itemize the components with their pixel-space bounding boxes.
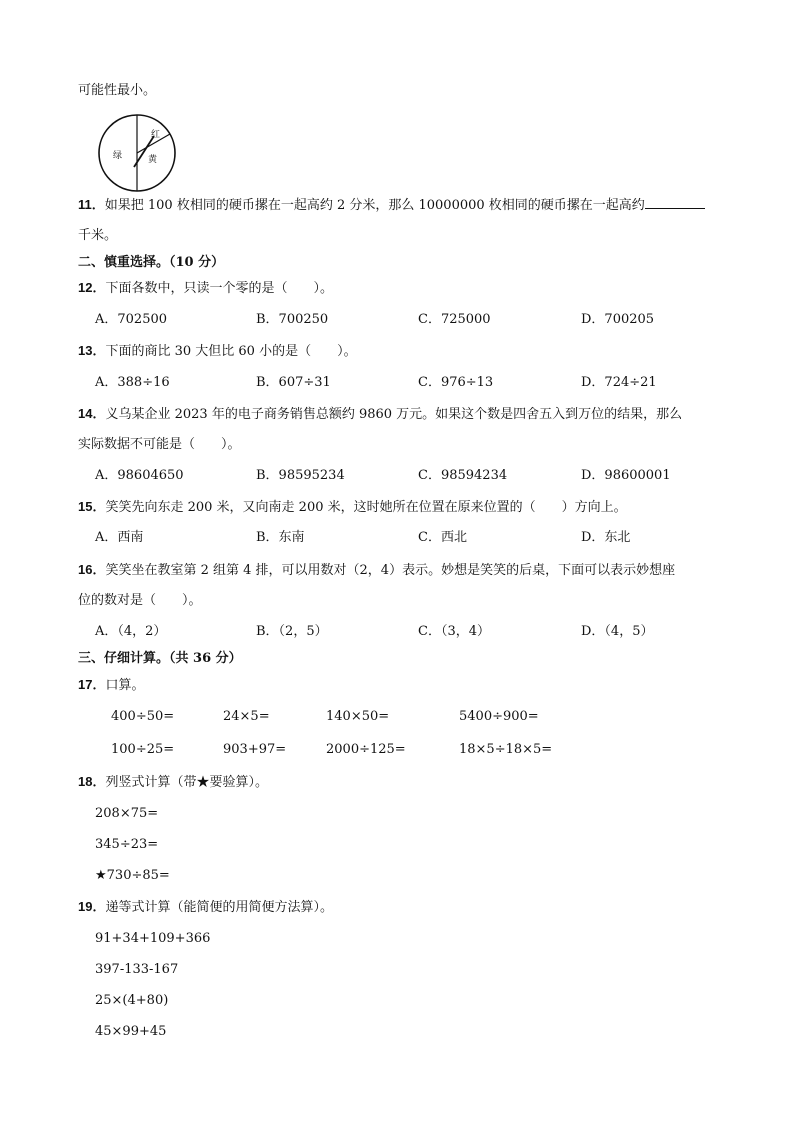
q17-item: 400÷50= [111,709,175,724]
q13-option-b[interactable]: B．607÷31 [256,375,331,390]
q13-question [78,342,357,361]
q15-option-b[interactable]: B．东南 [256,530,305,545]
question-number: 19． [78,899,106,914]
q12-option-c[interactable]: C．725000 [418,312,491,327]
q17-item: 5400÷900= [459,709,539,724]
question-text: 递等式计算（能简便的用简便方法算）。 [105,900,333,915]
q19-item: 45×99+45 [95,1024,167,1039]
q16-line1 [78,561,675,580]
q17-item: 2000÷125= [326,742,406,757]
question-number: 18． [78,774,106,789]
q13-option-a[interactable]: A．388÷16 [95,375,170,390]
q17-item: 18×5÷18×5= [459,742,553,757]
q15-option-c[interactable]: C．西北 [418,530,467,545]
q14-line2: 实际数据不可能是（ ）。 [78,437,241,452]
question-text: 如果把 100 枚相同的硬币摞在一起高约 2 分米，那么 10000000 枚相同的硬币摞在一起高约 [104,198,645,213]
q12-question [78,279,333,298]
q14-option-a[interactable]: A．98604650 [95,468,184,483]
q12-option-a[interactable]: A．702500 [95,312,168,327]
q12-option-b[interactable]: B．700250 [256,312,329,327]
question-number: 12． [78,280,106,295]
q17-item: 903+97= [223,742,287,757]
q12-option-d[interactable]: D．700205 [581,312,655,327]
q19-question [78,898,333,917]
question-text: 笑笑先向东走 200 米，又向南走 200 米，这时她所在位置在原来位置的（ ）方向上。 [105,500,627,515]
q16-option-a[interactable]: A．（4，2） [95,624,167,639]
q11-line2: 千米。 [78,228,118,243]
q16-option-d[interactable]: D．（4，5） [581,624,654,639]
q17-item: 140×50= [326,709,390,724]
q18-item: ★730÷85= [95,868,170,883]
q19-item: 397-133-167 [95,962,179,977]
spinner-label-red: 红 [151,130,161,140]
section-2-heading: 二、慎重选择。（10 分） [78,255,225,270]
q19-item: 91+34+109+366 [95,931,211,946]
q18-question [78,773,268,792]
q16-option-c[interactable]: C．（3，4） [418,624,490,639]
q15-question [78,498,627,517]
q17-item: 100÷25= [111,742,175,757]
question-number: 17． [78,677,106,692]
q18-item: 208×75= [95,806,159,821]
q18-item: 345÷23= [95,837,159,852]
section-3-heading: 三、仔细计算。（共 36 分） [78,651,242,666]
q17-question [78,676,144,695]
question-text: 下面的商比 30 大但比 60 小的是（ ）。 [105,344,357,359]
q17-item: 24×5= [223,709,270,724]
q19-item: 25×(4+80) [95,993,169,1008]
question-text: 笑笑坐在教室第 2 组第 4 排，可以用数对（2，4）表示。妙想是笑笑的后桌，下面可以表示妙想座 [105,563,676,578]
question-number: 11． [78,197,105,212]
question-number: 15． [78,499,106,514]
question-number: 16． [78,562,106,577]
q16-option-b[interactable]: B．（2，5） [256,624,328,639]
question-text: 口算。 [105,678,145,693]
answer-blank[interactable] [645,196,705,209]
q14-option-b[interactable]: B．98595234 [256,468,345,483]
q14-line1 [78,405,682,424]
spinner-label-yellow: 黄 [148,155,158,165]
spinner-figure [96,112,178,194]
q14-option-d[interactable]: D．98600001 [581,468,671,483]
q13-option-d[interactable]: D．724÷21 [581,375,657,390]
question-number: 13． [78,343,106,358]
spinner-label-green: 绿 [113,151,123,161]
q11-line1 [78,196,705,215]
question-number: 14． [78,406,106,421]
question-text: 下面各数中，只读一个零的是（ ）。 [105,281,333,296]
q13-option-c[interactable]: C．976÷13 [418,375,494,390]
question-text: 列竖式计算（带★要验算）。 [105,775,268,790]
q14-option-c[interactable]: C．98594234 [418,468,508,483]
q15-option-d[interactable]: D．东北 [581,530,631,545]
q16-line2: 位的数对是（ ）。 [78,593,202,608]
q15-option-a[interactable]: A．西南 [95,530,144,545]
q10-tail-text: 可能性最小。 [78,83,157,98]
question-text: 义乌某企业 2023 年的电子商务销售总额约 9860 万元。如果这个数是四舍五入到万位的结果，那么 [105,407,683,422]
